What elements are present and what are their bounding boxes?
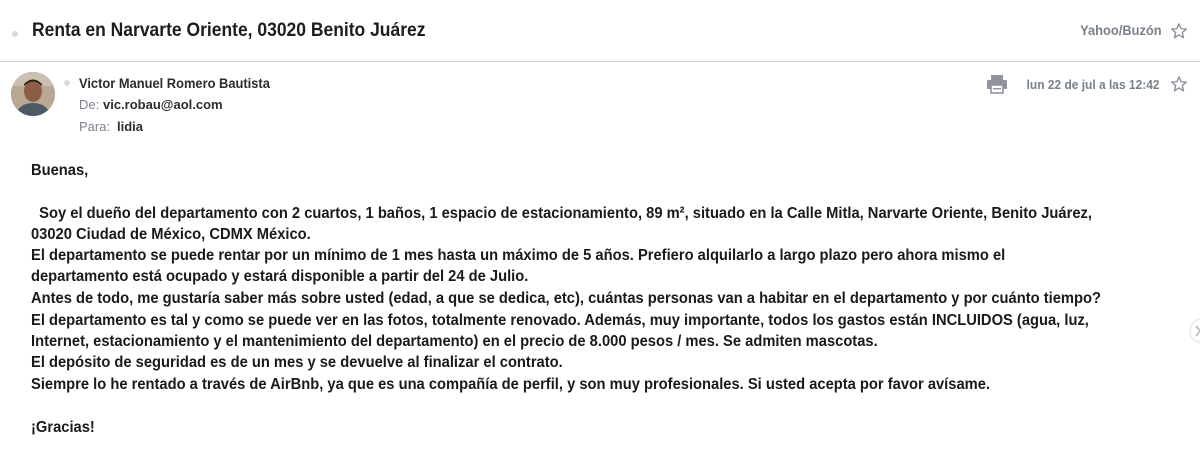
body-line: Antes de todo, me gustaría saber más sobre usted (edad, a que se dedica, etc), cuántas personas van a habitar en el departamento y por cuánto tiempo? bbox=[31, 290, 1101, 307]
body-line: El departamento es tal y como se puede ver en las fotos, totalmente renovado. Además, muy importante, todos los gastos están INCLUIDOS (agua, luz, bbox=[31, 312, 1089, 329]
body-line: Soy el dueño del departamento con 2 cuartos, 1 baños, 1 espacio de estacionamiento, 89 m², situado en la Calle Mitla, Narvarte Oriente, Benito Juárez, bbox=[31, 205, 1092, 222]
body-closing: ¡Gracias! bbox=[31, 419, 95, 436]
message-date: lun 22 de jul a las 12:42 bbox=[1027, 77, 1160, 92]
avatar-photo bbox=[11, 72, 55, 116]
body-line: El depósito de seguridad es de un mes y se devuelve al finalizar el contrato. bbox=[31, 354, 563, 371]
to-recipient[interactable]: lidia bbox=[117, 119, 144, 134]
from-address[interactable]: vic.robau@aol.com bbox=[103, 97, 223, 112]
body-line: 03020 Ciudad de México, CDMX México. bbox=[31, 226, 311, 243]
print-icon[interactable] bbox=[986, 74, 1008, 94]
body-line: El departamento se puede rentar por un mínimo de 1 mes hasta un máximo de 5 años. Prefiero alquilarlo a largo plazo pero ahora mismo el bbox=[31, 247, 1006, 264]
body-line: departamento está ocupado y estará disponible a partir del 24 de Julio. bbox=[31, 268, 529, 285]
body-greeting: Buenas, bbox=[31, 162, 89, 179]
star-icon[interactable] bbox=[1170, 22, 1188, 40]
unread-dot-icon bbox=[12, 31, 18, 37]
body-line: Internet, estacionamiento y el mantenimiento del departamento) en el precio de 8.000 pesos / mes. Se admiten mascotas. bbox=[31, 333, 878, 350]
to-label: Para: bbox=[79, 119, 111, 134]
chevron-right-icon[interactable] bbox=[1186, 316, 1200, 346]
star-icon[interactable] bbox=[1170, 75, 1188, 93]
read-status-dot-icon bbox=[64, 80, 70, 86]
avatar[interactable] bbox=[11, 72, 55, 116]
sender-name[interactable]: Victor Manuel Romero Bautista bbox=[79, 75, 270, 91]
from-label: De: bbox=[79, 97, 100, 112]
folder-link[interactable]: Yahoo/Buzón bbox=[1080, 22, 1162, 38]
message-header-bar bbox=[0, 0, 1200, 62]
body-line: Siempre lo he rentado a través de AirBnb, ya que es una compañía de perfil, y son muy profesionales. Si usted acepta por favor avísame. bbox=[31, 376, 991, 393]
message-subject: Renta en Narvarte Oriente, 03020 Benito Juárez bbox=[32, 20, 426, 41]
